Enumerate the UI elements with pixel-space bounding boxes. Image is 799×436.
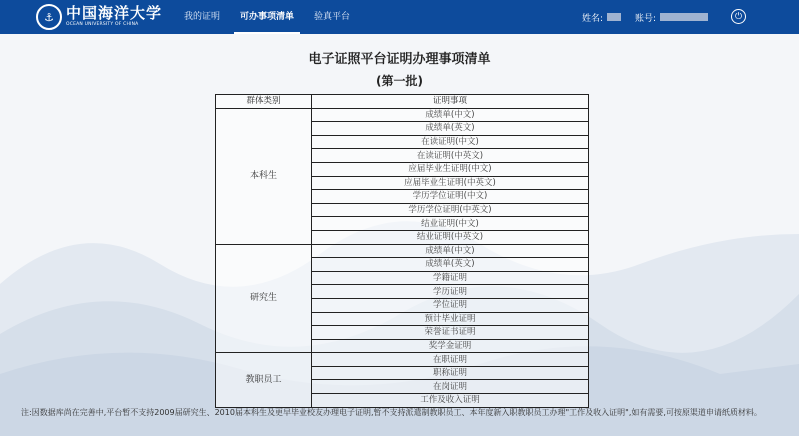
logout-power-icon[interactable]: ⏻ bbox=[731, 9, 746, 24]
top-header bbox=[0, 0, 799, 34]
main-nav bbox=[174, 0, 360, 34]
item-cell: 应届毕业生证明(中英文) bbox=[312, 176, 589, 190]
item-cell: 在读证明(中英文) bbox=[312, 149, 589, 163]
table-row bbox=[216, 353, 589, 367]
group-cell: 研究生 bbox=[216, 244, 312, 353]
items-table bbox=[215, 94, 589, 408]
column-header-group: 群体类别 bbox=[216, 95, 312, 109]
table-header-row bbox=[216, 95, 589, 109]
group-cell: 教职员工 bbox=[216, 353, 312, 407]
item-cell: 学籍证明 bbox=[312, 271, 589, 285]
item-cell: 在岗证明 bbox=[312, 380, 589, 394]
item-cell: 学历证明 bbox=[312, 285, 589, 299]
item-cell: 学历学位证明(中文) bbox=[312, 190, 589, 204]
column-header-item: 证明事项 bbox=[312, 95, 589, 109]
item-cell: 学位证明 bbox=[312, 298, 589, 312]
logo-name-en: OCEAN UNIVERSITY OF CHINA bbox=[66, 22, 139, 28]
item-cell: 学历学位证明(中英文) bbox=[312, 203, 589, 217]
item-cell: 在读证明(中文) bbox=[312, 135, 589, 149]
item-cell: 职称证明 bbox=[312, 366, 589, 380]
table-row bbox=[216, 244, 589, 258]
account-label: 账号: bbox=[635, 13, 657, 24]
table-row bbox=[216, 108, 589, 122]
item-cell: 工作及收入证明 bbox=[312, 394, 589, 408]
page-title: 电子证照平台证明办理事项清单 bbox=[308, 52, 491, 67]
nav-my-certificates[interactable]: 我的证明 bbox=[184, 12, 221, 22]
university-logo[interactable] bbox=[36, 3, 162, 31]
name-redacted bbox=[607, 13, 621, 21]
page-subtitle: (第一批) bbox=[376, 74, 423, 88]
logo-name-cn: 中国海洋大学 bbox=[66, 4, 163, 23]
item-cell: 成绩单(英文) bbox=[312, 122, 589, 136]
item-cell: 成绩单(中文) bbox=[312, 244, 589, 258]
item-cell: 结业证明(中英文) bbox=[312, 230, 589, 244]
emblem-icon: ⚓ bbox=[36, 4, 62, 30]
item-cell: 成绩单(英文) bbox=[312, 258, 589, 272]
name-label: 姓名: bbox=[582, 13, 604, 24]
account-redacted bbox=[660, 13, 708, 21]
nav-available-items[interactable]: 可办事项清单 bbox=[230, 0, 304, 34]
group-cell: 本科生 bbox=[216, 108, 312, 244]
item-cell: 荣誉证书证明 bbox=[312, 326, 589, 340]
item-cell: 应届毕业生证明(中文) bbox=[312, 162, 589, 176]
user-info bbox=[582, 0, 714, 34]
item-cell: 奖学金证明 bbox=[312, 339, 589, 353]
nav-verification[interactable]: 验真平台 bbox=[314, 12, 351, 22]
item-cell: 成绩单(中文) bbox=[312, 108, 589, 122]
item-cell: 预计毕业证明 bbox=[312, 312, 589, 326]
footnote: 注:因数据库尚在完善中,平台暂不支持2009届研究生、2010届本科生及更早毕业校友办理电子证明,暂不支持派遣制教职员工、本年度新入职教职员工办理"工作及收入证明",如有需要,可按原渠道申请纸质材料。 bbox=[21, 408, 762, 417]
item-cell: 在职证明 bbox=[312, 353, 589, 367]
item-cell: 结业证明(中文) bbox=[312, 217, 589, 231]
